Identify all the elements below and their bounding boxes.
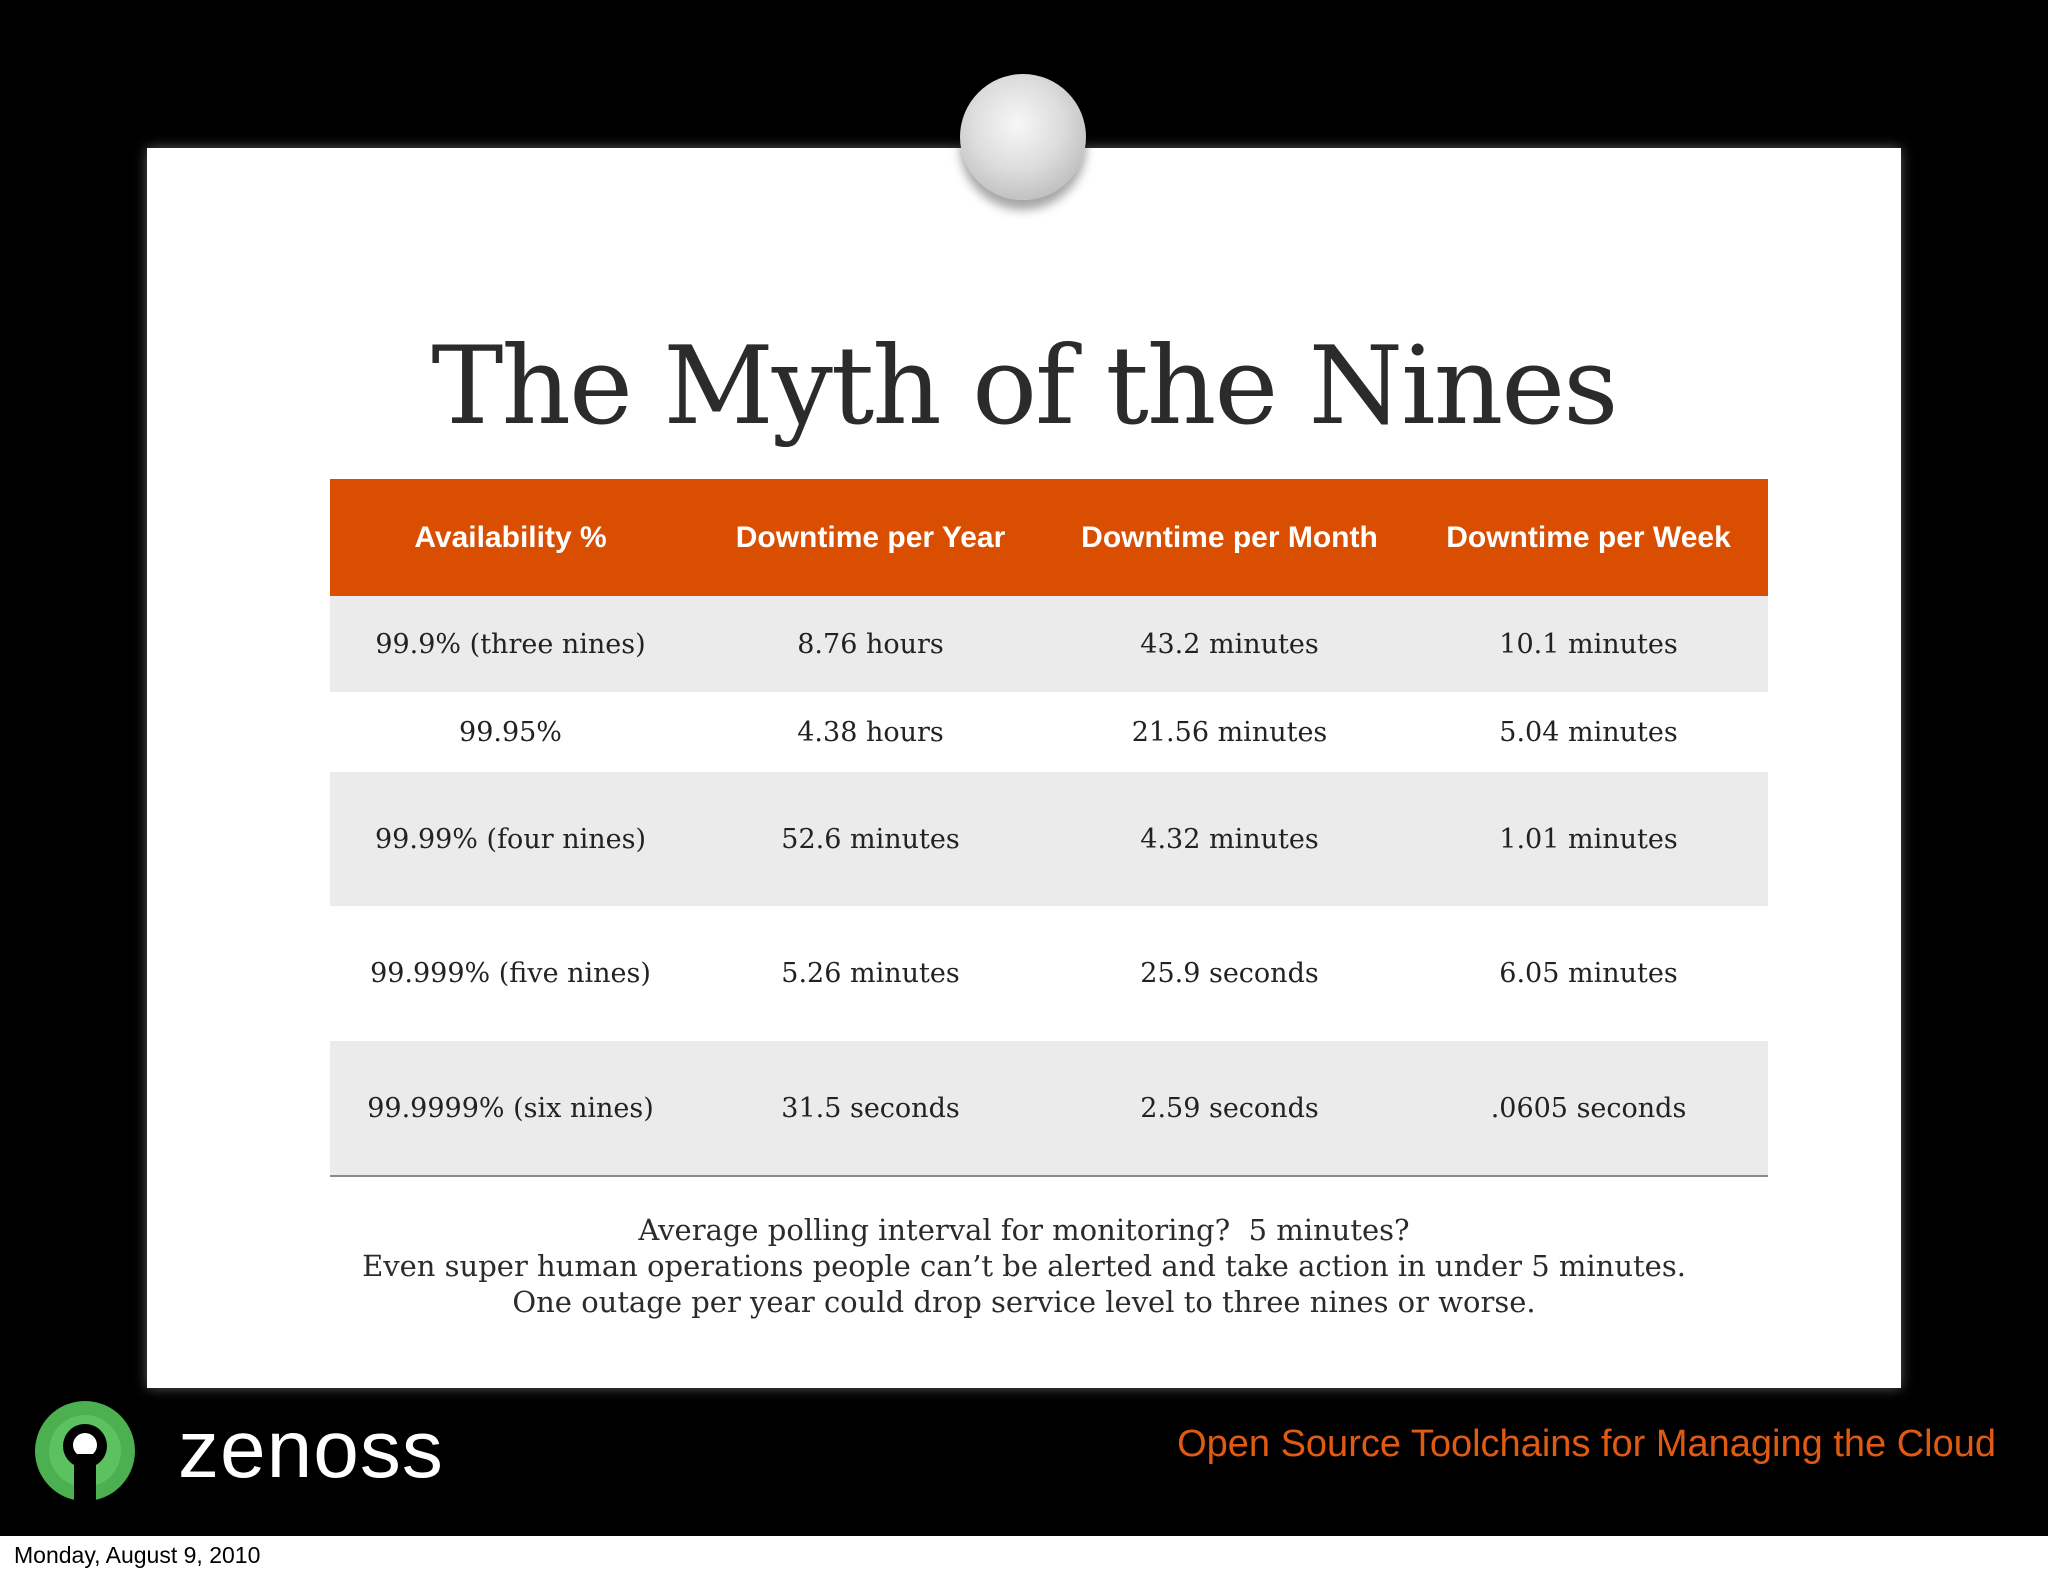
note-line: One outage per year could drop service level to three nines or worse. <box>512 1285 1536 1319</box>
table-header-row <box>330 479 1768 596</box>
cell-availability: 99.99% (four nines) <box>330 772 691 906</box>
slide-notes <box>0 1212 2048 1320</box>
header-downtime-week: Downtime per Week <box>1409 479 1768 596</box>
cell-availability: 99.999% (five nines) <box>330 906 691 1041</box>
cell-year: 5.26 minutes <box>691 906 1050 1041</box>
header-downtime-year: Downtime per Year <box>691 479 1050 596</box>
cell-availability: 99.95% <box>330 692 691 772</box>
header-availability: Availability % <box>330 479 691 596</box>
cell-year: 8.76 hours <box>691 596 1050 692</box>
cell-availability: 99.9999% (six nines) <box>330 1041 691 1176</box>
cell-year: 31.5 seconds <box>691 1041 1050 1176</box>
cell-month: 21.56 minutes <box>1050 692 1409 772</box>
header-downtime-month: Downtime per Month <box>1050 479 1409 596</box>
note-line: Average polling interval for monitoring? 5 minutes? <box>638 1213 1410 1247</box>
cell-week: 6.05 minutes <box>1409 906 1768 1041</box>
zenoss-wordmark: zenoss <box>178 1404 444 1495</box>
table-row <box>330 1041 1768 1176</box>
cell-week: 10.1 minutes <box>1409 596 1768 692</box>
zenoss-logo-icon <box>32 1398 138 1504</box>
note-line: Even super human operations people can’t be alerted and take action in under 5 minutes. <box>362 1249 1686 1283</box>
cell-month: 4.32 minutes <box>1050 772 1409 906</box>
cell-month: 2.59 seconds <box>1050 1041 1409 1176</box>
cell-month: 25.9 seconds <box>1050 906 1409 1041</box>
cell-week: .0605 seconds <box>1409 1041 1768 1176</box>
table-row <box>330 596 1768 692</box>
slide-tagline: Open Source Toolchains for Managing the Cloud <box>1177 1423 1996 1465</box>
cell-week: 1.01 minutes <box>1409 772 1768 906</box>
cell-availability: 99.9% (three nines) <box>330 596 691 692</box>
table-row <box>330 906 1768 1041</box>
slide-title: The Myth of the Nines <box>431 324 1617 449</box>
cell-year: 4.38 hours <box>691 692 1050 772</box>
footer-date: Monday, August 9, 2010 <box>14 1542 261 1568</box>
table-row <box>330 692 1768 772</box>
cell-week: 5.04 minutes <box>1409 692 1768 772</box>
cell-month: 43.2 minutes <box>1050 596 1409 692</box>
availability-table <box>330 479 1768 1177</box>
cell-year: 52.6 minutes <box>691 772 1050 906</box>
table-row <box>330 772 1768 906</box>
thumbtack-pin-icon <box>960 74 1086 200</box>
